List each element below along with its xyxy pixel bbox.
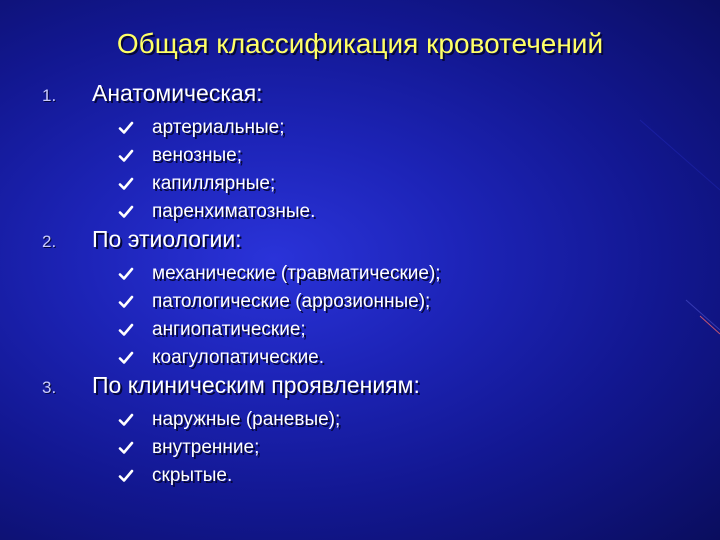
section-number: 3. [42,378,57,397]
section-heading: По клиническим проявлениям: [92,372,420,398]
slide-title: Общая классификация кровотечений [116,28,604,59]
check-icon [118,260,152,288]
check-icon [118,170,152,198]
list-item-text: капиллярные; [152,173,276,194]
section-items [118,260,702,372]
list-item-text: наружные (раневые); [152,409,341,430]
list-item-text: механические (травматические); [152,263,441,284]
list-item-text: коагулопатические. [152,347,325,368]
list-item-text: скрытые. [152,465,233,486]
list-item-text: патологические (аррозионные); [152,291,431,312]
classification-list [42,80,702,490]
list-item-text: паренхиматозные. [152,201,316,222]
section-anatomical [42,80,702,226]
check-icon [118,142,152,170]
check-icon [118,198,152,226]
list-item [118,170,702,198]
section-number: 1. [42,86,57,105]
list-item [118,344,702,372]
check-icon [118,288,152,316]
list-item [118,316,702,344]
list-item [118,406,702,434]
check-icon [118,434,152,462]
section-header [42,226,702,260]
check-icon [118,344,152,372]
check-icon [118,406,152,434]
list-item-text: внутренние; [152,437,260,458]
section-items [118,114,702,226]
check-icon [118,316,152,344]
section-heading: По этиологии: [92,226,242,252]
list-item [118,288,702,316]
section-clinical [42,372,702,490]
list-item [118,114,702,142]
check-icon [118,462,152,490]
list-item [118,142,702,170]
list-item [118,260,702,288]
list-item-text: венозные; [152,145,242,166]
section-header [42,80,702,114]
section-header [42,372,702,406]
list-item-text: ангиопатические; [152,319,306,340]
list-item [118,462,702,490]
check-icon [118,114,152,142]
section-number: 2. [42,232,57,251]
section-items [118,406,702,490]
list-item [118,434,702,462]
list-item [118,198,702,226]
section-etiology [42,226,702,372]
section-heading: Анатомическая: [92,80,263,106]
list-item-text: артериальные; [152,117,285,138]
